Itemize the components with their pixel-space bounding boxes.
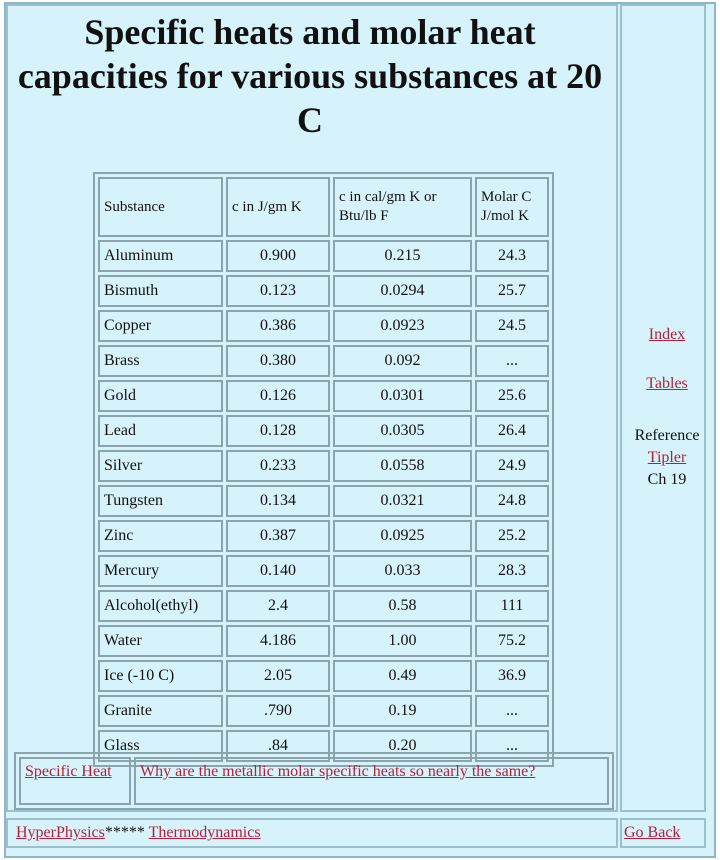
cell-c-cal: 0.20 (333, 730, 472, 762)
cell-c-j: 0.134 (226, 485, 330, 517)
cell-c-j: 2.4 (226, 590, 330, 622)
cell-substance: Zinc (98, 520, 223, 552)
cell-c-j: 0.387 (226, 520, 330, 552)
side-panel (620, 4, 706, 812)
cell-molar: 24.5 (475, 310, 549, 342)
table-row (98, 520, 549, 552)
cell-molar: ... (475, 345, 549, 377)
header-c-cal-gm-k: c in cal/gm K or Btu/lb F (333, 177, 472, 237)
table-row (98, 555, 549, 587)
cell-molar: 36.9 (475, 660, 549, 692)
cell-c-j: 0.128 (226, 415, 330, 447)
cell-substance: Bismuth (98, 275, 223, 307)
cell-substance: Mercury (98, 555, 223, 587)
cell-molar: 28.3 (475, 555, 549, 587)
cell-c-j: 4.186 (226, 625, 330, 657)
cell-substance: Gold (98, 380, 223, 412)
table-row (98, 450, 549, 482)
cell-molar: 24.9 (475, 450, 549, 482)
tables-link[interactable]: Tables (646, 375, 688, 392)
related-links-table (14, 752, 614, 810)
cell-molar: 26.4 (475, 415, 549, 447)
table-row (98, 485, 549, 517)
table-row (98, 625, 549, 657)
cell-c-cal: 0.092 (333, 345, 472, 377)
cell-c-j: 0.126 (226, 380, 330, 412)
table-row (98, 415, 549, 447)
cell-molar: 24.3 (475, 240, 549, 272)
question-cell (134, 757, 609, 805)
go-back-container (624, 822, 680, 844)
table-row (98, 310, 549, 342)
table-row (98, 695, 549, 727)
cell-c-j: .790 (226, 695, 330, 727)
specific-heat-cell (19, 757, 131, 805)
cell-molar: 75.2 (475, 625, 549, 657)
header-molar-c: Molar C J/mol K (475, 177, 549, 237)
tipler-link[interactable]: Tipler (647, 449, 687, 466)
header-substance: Substance (98, 177, 223, 237)
cell-c-j: 0.140 (226, 555, 330, 587)
sidebar-tables (624, 375, 710, 393)
cell-molar: ... (475, 730, 549, 762)
specific-heat-table (93, 172, 554, 767)
table-row (98, 345, 549, 377)
cell-molar: 25.6 (475, 380, 549, 412)
sidebar-index (624, 326, 710, 344)
cell-substance: Lead (98, 415, 223, 447)
sidebar-reference (624, 425, 710, 491)
cell-c-cal: 0.033 (333, 555, 472, 587)
chapter-label: Ch 19 (647, 471, 687, 488)
cell-molar: 25.7 (475, 275, 549, 307)
cell-substance: Ice (-10 C) (98, 660, 223, 692)
cell-c-j: 0.386 (226, 310, 330, 342)
thermodynamics-link[interactable]: Thermodynamics (148, 824, 261, 841)
cell-c-j: 0.900 (226, 240, 330, 272)
nav-separator-stars: ***** (104, 824, 145, 841)
cell-molar: 24.8 (475, 485, 549, 517)
cell-c-cal: 0.0294 (333, 275, 472, 307)
cell-c-cal: 0.49 (333, 660, 472, 692)
cell-c-cal: 0.0305 (333, 415, 472, 447)
cell-substance: Silver (98, 450, 223, 482)
page-title: Specific heats and molar heat capacities for various substances at 20 C (17, 12, 603, 140)
cell-molar: ... (475, 695, 549, 727)
table-row (98, 590, 549, 622)
cell-substance: Alcohol(ethyl) (98, 590, 223, 622)
table-row (98, 240, 549, 272)
table-row (98, 275, 549, 307)
cell-c-cal: 0.19 (333, 695, 472, 727)
table-row (98, 660, 549, 692)
cell-c-cal: 0.0925 (333, 520, 472, 552)
cell-c-j: 0.123 (226, 275, 330, 307)
cell-c-cal: 1.00 (333, 625, 472, 657)
cell-substance: Glass (98, 730, 223, 762)
cell-molar: 111 (475, 590, 549, 622)
hyperphysics-link[interactable]: HyperPhysics (16, 824, 105, 841)
cell-c-j: 0.380 (226, 345, 330, 377)
cell-c-cal: 0.0923 (333, 310, 472, 342)
metallic-molar-question-link[interactable]: Why are the metallic molar specific heats so nearly the same? (140, 763, 536, 780)
cell-c-cal: 0.0558 (333, 450, 472, 482)
cell-substance: Copper (98, 310, 223, 342)
cell-c-cal: 0.58 (333, 590, 472, 622)
bottom-nav (16, 822, 261, 844)
cell-c-cal: 0.215 (333, 240, 472, 272)
specific-heat-link[interactable]: Specific Heat (25, 763, 112, 780)
reference-label: Reference (634, 427, 700, 444)
cell-substance: Brass (98, 345, 223, 377)
cell-molar: 25.2 (475, 520, 549, 552)
index-link[interactable]: Index (648, 326, 686, 343)
cell-c-cal: 0.0301 (333, 380, 472, 412)
cell-c-j: .84 (226, 730, 330, 762)
cell-substance: Water (98, 625, 223, 657)
table-row (98, 380, 549, 412)
cell-c-cal: 0.0321 (333, 485, 472, 517)
cell-substance: Aluminum (98, 240, 223, 272)
header-c-j-gm-k: c in J/gm K (226, 177, 330, 237)
cell-substance: Tungsten (98, 485, 223, 517)
cell-substance: Granite (98, 695, 223, 727)
cell-c-j: 2.05 (226, 660, 330, 692)
cell-c-j: 0.233 (226, 450, 330, 482)
related-links-row (19, 757, 609, 805)
go-back-link[interactable]: Go Back (624, 824, 681, 841)
table-header-row (98, 177, 549, 237)
